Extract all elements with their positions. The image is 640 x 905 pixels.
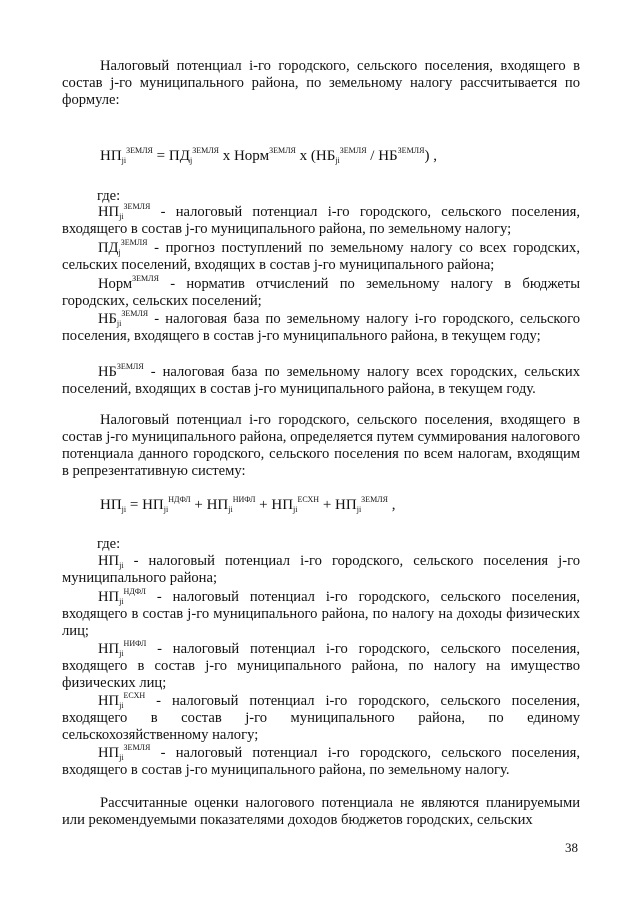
definition-pd-land: $ПД_j^{ЗЕМЛЯ}$ - прогноз поступлений по земельному налогу со всех городских, сельских поселений, входящих в состав j-го муниципального района; [62,238,580,273]
definition-np-land-2: $НП_{ji}^{ЗЕМЛЯ}$ - налоговый потенциал i-го городского, сельского поселения, входящего в состав j-го муниципального района, по земельному налогу. [62,743,580,778]
where-label-1: где: [97,188,121,204]
definition-np-eskhn: $НП_{ji}^{ЕСХН}$ - налоговый потенциал i-го городского, сельского поселения, входящего в состав j-го муниципального района, по единому сельскохозяйственному налогу; [62,691,580,743]
closing-paragraph: Рассчитанные оценки налогового потенциала не являются планируемыми или рекомендуемыми показателями доходов бюджетов городских, сельских [62,795,580,828]
definition-norm-land: Норм$^{ЗЕМЛЯ}$ - норматив отчислений по земельному налогу в бюджеты городских, сельских поселений; [62,274,580,309]
formula-total-potential: $НП_{ji} = НП_{ji}^{НДФЛ} + НП_{ji}^{НИФЛ} + НП_{ji}^{ЕСХН} + НП_{ji}^{ЗЕМЛЯ}$ , [100,495,396,514]
formula-land-tax: $НП_{ji}^{ЗЕМЛЯ} = ПД_j^{ЗЕМЛЯ}$ x Норм$^{ЗЕМЛЯ}$ x $(НБ_{ji}^{ЗЕМЛЯ} / НБ^{ЗЕМЛЯ})$ , [100,146,437,165]
intro-paragraph-1: Налоговый потенциал i-го городского, сельского поселения, входящего в состав j-го муниципального района, по земельному налогу рассчитывается по формуле: [62,58,580,108]
definition-np-land: $НП_{ji}^{ЗЕМЛЯ}$ - налоговый потенциал i-го городского, сельского поселения, входящего в состав j-го муниципального района, по земельному налогу; [62,202,580,237]
definition-nb-ji-land: $НБ_{ji}^{ЗЕМЛЯ}$ - налоговая база по земельному налогу i-го городского, сельского поселения, входящего в состав j-го муниципального района, в текущем году; [62,309,580,344]
where-label-2: где: [97,536,121,552]
definition-nb-total-land: $НБ^{ЗЕМЛЯ}$ - налоговая база по земельному налогу всех городских, сельских поселений, входящих в состав j-го муниципального района, в текущем году. [62,362,580,397]
intro-paragraph-2: Налоговый потенциал i-го городского, сельского поселения, входящего в состав j-го муниципального района, определяется путем суммирования налогового потенциала данного городского, сельского поселения по всем налогам, входящим в репрезентативную систему: [62,412,580,479]
definition-np-ndfl: $НП_{ji}^{НДФЛ}$ - налоговый потенциал i-го городского, сельского поселения, входящего в состав j-го муниципального района, по налогу на доходы физических лиц; [62,587,580,639]
definition-np-total: $НП_{ji}$ - налоговый потенциал i-го городского, сельского поселения j-го муниципального района; [62,553,580,586]
page-number: 38 [565,840,578,855]
definition-np-nifl: $НП_{ji}^{НИФЛ}$ - налоговый потенциал i-го городского, сельского поселения, входящего в состав j-го муниципального района, по налогу на имущество физических лиц; [62,639,580,691]
